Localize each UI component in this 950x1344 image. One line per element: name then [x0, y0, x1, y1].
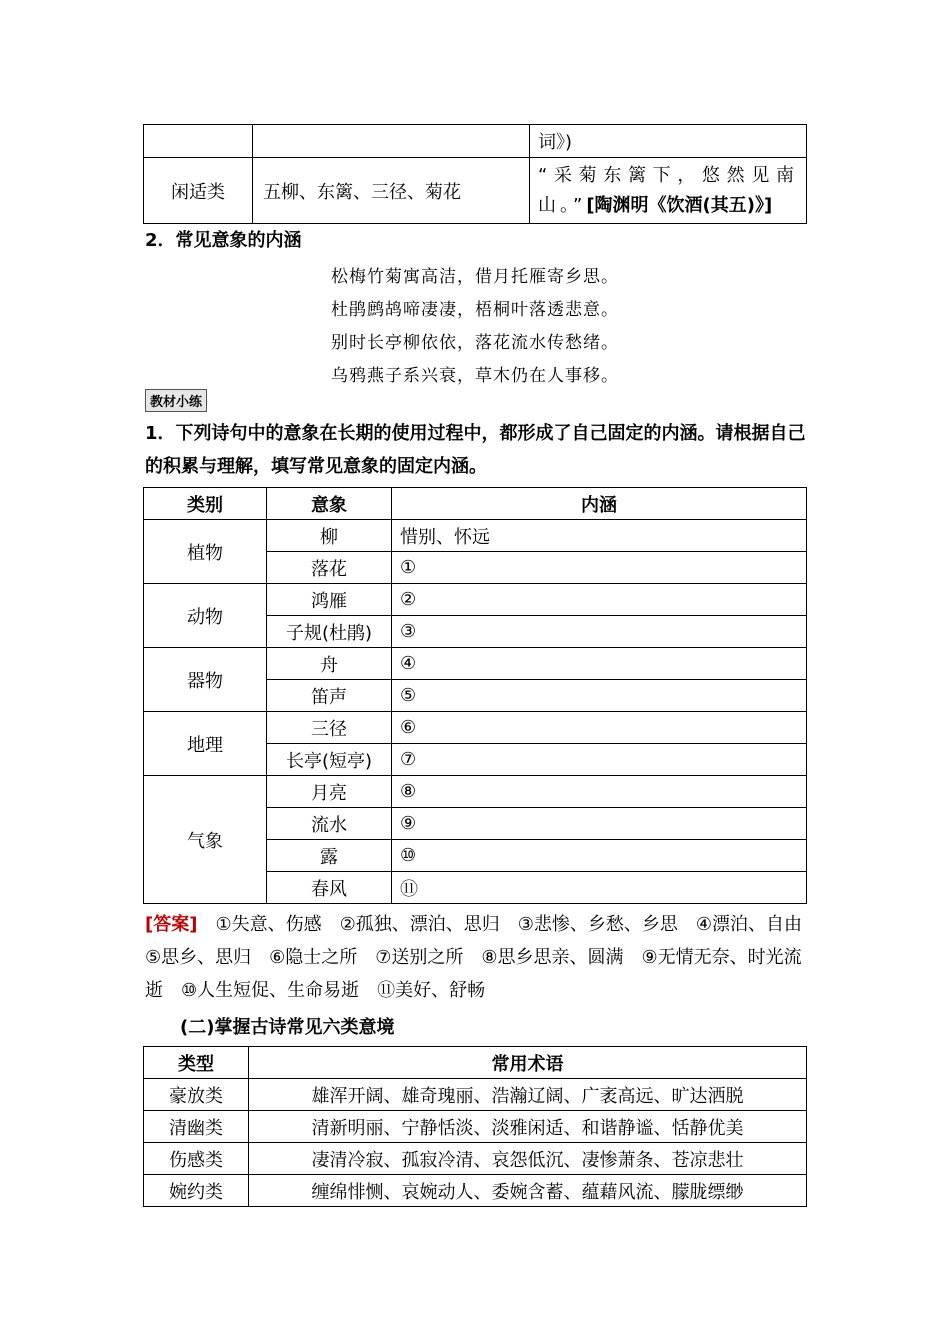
meaning-cell: ⑤	[392, 680, 807, 712]
meaning-cell: ⑪	[392, 872, 807, 904]
mnemonic-line: 别时长亭柳依依，落花流水传愁绪。	[331, 333, 619, 353]
terms-cell: 凄清冷寂、孤寂冷清、哀怨低沉、凄惨萧条、苍凉悲壮	[249, 1143, 807, 1175]
poem-source: [陶渊明《饮酒(其五)》]	[586, 194, 773, 216]
subsection-heading: (二)掌握古诗常见六类意境	[180, 1017, 395, 1038]
type-cell: 婉约类	[144, 1175, 249, 1207]
question-text	[145, 417, 807, 483]
image-cell: 春风	[267, 872, 392, 904]
category-cell: 植物	[144, 520, 267, 584]
category-cell: 器物	[144, 648, 267, 712]
mnemonic-line: 松梅竹菊寓高洁，借月托雁寄乡思。	[331, 267, 619, 287]
section-heading: 2．常见意象的内涵	[145, 230, 302, 251]
mood-table	[143, 1046, 807, 1207]
terms-cell: 缠绵悱恻、哀婉动人、委婉含蓄、蕴藉风流、朦胧缥缈	[249, 1175, 807, 1207]
image-cell: 舟	[267, 648, 392, 680]
image-cell: 三径	[267, 712, 392, 744]
top-table-cell	[253, 125, 530, 158]
meaning-cell: ⑧	[392, 776, 807, 808]
image-cell: 长亭(短亭)	[267, 744, 392, 776]
mnemonic-line: 乌鸦燕子系兴衰，草木仍在人事移。	[331, 366, 619, 386]
meaning-cell: ③	[392, 616, 807, 648]
header-type: 类型	[144, 1047, 249, 1079]
imagery-cell: 五柳、东篱、三径、菊花	[253, 158, 530, 224]
image-cell: 月亮	[267, 776, 392, 808]
exercise-tag: 教材小练	[145, 389, 207, 412]
header-category: 类别	[144, 488, 267, 520]
header-terms: 常用术语	[249, 1047, 807, 1079]
answer-text: ①失意、伤感 ②孤独、漂泊、思归 ③悲惨、乡愁、乡思 ④漂泊、自由 ⑤思乡、思归 ⑥隐士之所 ⑦送别之所 ⑧思乡思亲、圆满 ⑨无情无奈、时光流逝 ⑩人生短促、生命易逝 ⑪美好、舒畅	[145, 914, 820, 1001]
category-cell: 闲适类	[144, 158, 253, 224]
category-cell: 地理	[144, 712, 267, 776]
header-image: 意象	[267, 488, 392, 520]
poem-quote: “采菊东篱下，悠然见南山。”	[538, 164, 798, 216]
meaning-cell: ②	[392, 584, 807, 616]
type-cell: 清幽类	[144, 1111, 249, 1143]
meaning-cell: ④	[392, 648, 807, 680]
image-cell: 鸿雁	[267, 584, 392, 616]
meaning-cell: ⑦	[392, 744, 807, 776]
image-cell: 露	[267, 840, 392, 872]
answer-block	[145, 908, 820, 1007]
image-cell: 流水	[267, 808, 392, 840]
terms-cell: 清新明丽、宁静恬淡、淡雅闲适、和谐静谧、恬静优美	[249, 1111, 807, 1143]
poem-cell	[530, 158, 807, 224]
answer-label: [答案]	[145, 914, 198, 935]
meaning-cell: ⑩	[392, 840, 807, 872]
question: 1．下列诗句中的意象在长期的使用过程中，都形成了自己固定的内涵。请根据自己的积累与理解，填写常见意象的固定内涵。	[145, 423, 806, 477]
mnemonic-line: 杜鹃鹧鸪啼凄凄，梧桐叶落透悲意。	[331, 300, 619, 320]
meaning-cell: 惜别、怀远	[392, 520, 807, 552]
top-table-cell	[144, 125, 253, 158]
imagery-table	[143, 487, 807, 904]
category-cell: 动物	[144, 584, 267, 648]
header-meaning: 内涵	[392, 488, 807, 520]
top-table-cell: 词》)	[530, 125, 807, 158]
image-cell: 笛声	[267, 680, 392, 712]
top-table	[143, 124, 807, 224]
image-cell: 落花	[267, 552, 392, 584]
meaning-cell: ⑥	[392, 712, 807, 744]
image-cell: 柳	[267, 520, 392, 552]
image-cell: 子规(杜鹃)	[267, 616, 392, 648]
terms-cell: 雄浑开阔、雄奇瑰丽、浩瀚辽阔、广袤高远、旷达洒脱	[249, 1079, 807, 1111]
meaning-cell: ⑨	[392, 808, 807, 840]
type-cell: 伤感类	[144, 1143, 249, 1175]
category-cell: 气象	[144, 776, 267, 904]
meaning-cell: ①	[392, 552, 807, 584]
type-cell: 豪放类	[144, 1079, 249, 1111]
